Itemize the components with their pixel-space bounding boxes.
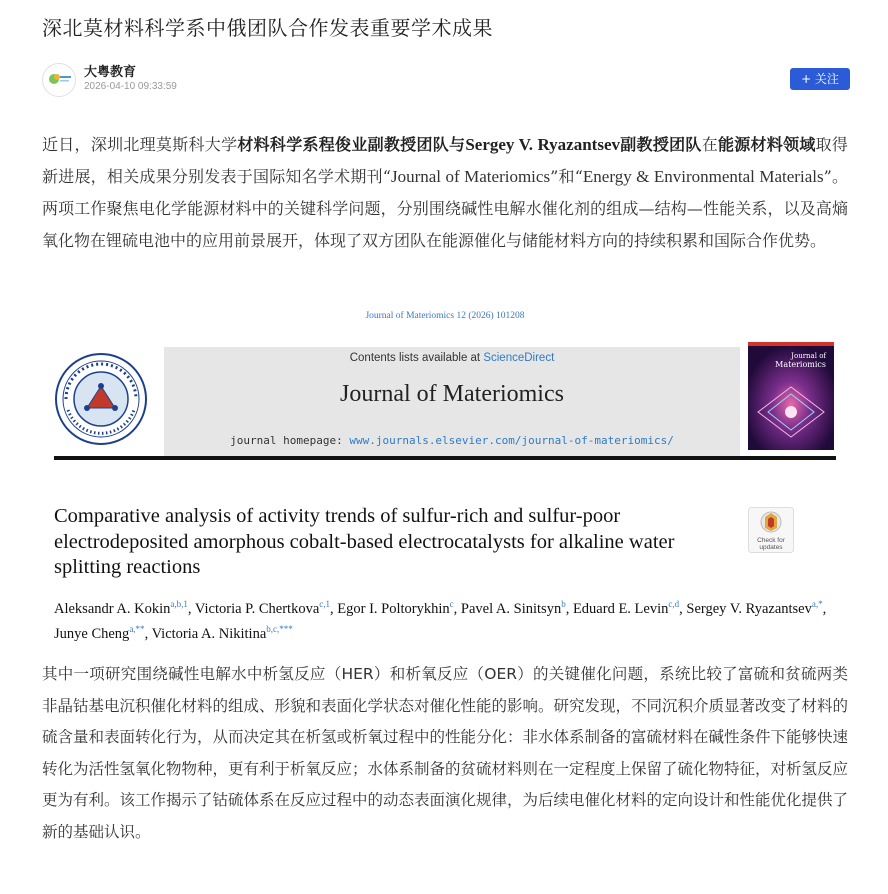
journal-name: Journal of Materiomics: [340, 381, 564, 407]
author-separator: ,: [679, 600, 687, 617]
author-name-item[interactable]: Eduard E. Levin: [572, 600, 669, 617]
author-avatar[interactable]: [42, 63, 76, 97]
text-span: 取得新进展，相关成果分别发表于国际知名学术期刊“: [42, 135, 848, 186]
author-name-item[interactable]: Pavel A. Sinitsyn: [460, 600, 562, 617]
researcher-name-bold: Sergey V. Ryazantsev: [465, 135, 620, 154]
author-affiliation: a,*: [811, 599, 823, 609]
paper-authors: [54, 594, 836, 644]
journal-name-2: Energy & Environmental Materials: [582, 167, 824, 186]
publisher-logo-icon: [43, 64, 75, 96]
journal-figure[interactable]: [54, 308, 836, 642]
intro-paragraph: [42, 129, 848, 257]
author-separator: ,: [330, 600, 338, 617]
cover-art-icon: [748, 342, 834, 450]
follow-button[interactable]: + 关注: [790, 68, 850, 90]
header-rule: [54, 456, 836, 460]
journal-homepage: [164, 434, 740, 447]
journal-header-box: [164, 347, 740, 460]
article-title: 深北莫材料科学系中俄团队合作发表重要学术成果: [42, 16, 493, 40]
research-paragraph: 其中一项研究围绕碱性电解水中析氢反应（HER）和析氧反应（OER）的关键催化问题，系统比较了富硫和贫硫两类非晶钴基电沉积催化材料的组成、形貌和表面化学状态对催化性能的影响。研究发现，不同沉积介质显著改变了材料的硫含量和表面转化行为，从而决定其在析氢或析氧过程中的性能分化：非水体系制备的富硫材料在碱性条件下能够快速转化为活性氢氧化物物种，更有利于析氧反应；水体系制备的贫硫材料则在一定程度上保留了硫化物特征，对析氢反应更为有利。该工作揭示了钴硫体系在反应过程中的动态表面演化规律，为后续电催化材料的定向设计和性能优化提供了新的基础认识。: [42, 665, 849, 841]
field-name-bold: 能源材料领域: [717, 135, 816, 154]
author-affiliation: a,b,1: [170, 599, 188, 609]
author-affiliation: c,1: [319, 599, 331, 609]
author-separator: ,: [187, 600, 195, 617]
text-span: 在: [701, 135, 718, 154]
author-name-item[interactable]: Egor I. Poltorykhin: [337, 600, 450, 617]
author-affiliation: c: [449, 599, 454, 609]
author-separator: ,: [453, 600, 461, 617]
sciencedirect-link[interactable]: ScienceDirect: [483, 352, 555, 364]
author-separator: ,: [144, 625, 152, 642]
author-affiliation: a,**: [129, 623, 145, 634]
journal-name-1: Journal of Materiomics: [390, 167, 551, 186]
author-affiliation: c,d: [668, 599, 680, 609]
text-span: ”。两项工作聚焦电化学能源材料中的关键科学问题，分别围绕碱性电解水催化剂的组成—结构—性能关系，以及高熵氧化物在锂硫电池中的应用前景展开，体现了双方团队在能源催化与储能材料方向的持续积累和国际合作优势。: [42, 167, 848, 250]
contents-line: [164, 352, 740, 364]
author-name-item[interactable]: Sergey V. Ryazantsev: [686, 600, 812, 617]
team-name-bold: 材料科学系程俊业副教授团队与: [237, 135, 466, 154]
paper-title: Comparative analysis of activity trends of sulfur-rich and sulfur-poor electrodeposited amorphous cobalt-based electrocatalysts for alkaline water splitting reactions: [54, 505, 675, 578]
homepage-label: journal homepage:: [230, 434, 350, 447]
contents-prefix: Contents lists available at: [349, 352, 484, 364]
check-for-updates-icon[interactable]: [748, 507, 794, 553]
ceramic-society-seal-icon: [54, 352, 148, 446]
author-affiliation: b,c,***: [266, 623, 293, 634]
author-separator: ,: [565, 600, 573, 617]
journal-citation: Journal of Materiomics 12 (2026) 101208: [365, 311, 525, 321]
author-row: [42, 60, 850, 100]
author-name[interactable]: 大粤教育: [84, 65, 137, 80]
text-span: 近日，深圳北理莫斯科大学: [42, 135, 238, 154]
team-name-bold-2: 副教授团队: [620, 135, 702, 154]
journal-cover-image: [748, 342, 834, 450]
cover-title-line1: Journal of: [791, 352, 826, 360]
cover-title-line2: Materiomics: [775, 360, 826, 369]
check-label-1: Check for: [757, 537, 785, 544]
author-name-item[interactable]: Aleksandr A. Kokin: [54, 600, 171, 617]
author-affiliation: b: [561, 599, 566, 609]
author-separator: ,: [822, 600, 827, 617]
publish-time: 2026-04-10 09:33:59: [84, 81, 177, 92]
homepage-url[interactable]: www.journals.elsevier.com/journal-of-materiomics/: [349, 434, 674, 447]
author-name-item[interactable]: Junye Cheng: [54, 625, 130, 642]
author-name-item[interactable]: Victoria A. Nikitina: [151, 625, 267, 642]
author-name-item[interactable]: Victoria P. Chertkova: [194, 600, 320, 617]
text-span: ”和“: [550, 167, 583, 186]
check-label-2: updates: [759, 544, 783, 551]
